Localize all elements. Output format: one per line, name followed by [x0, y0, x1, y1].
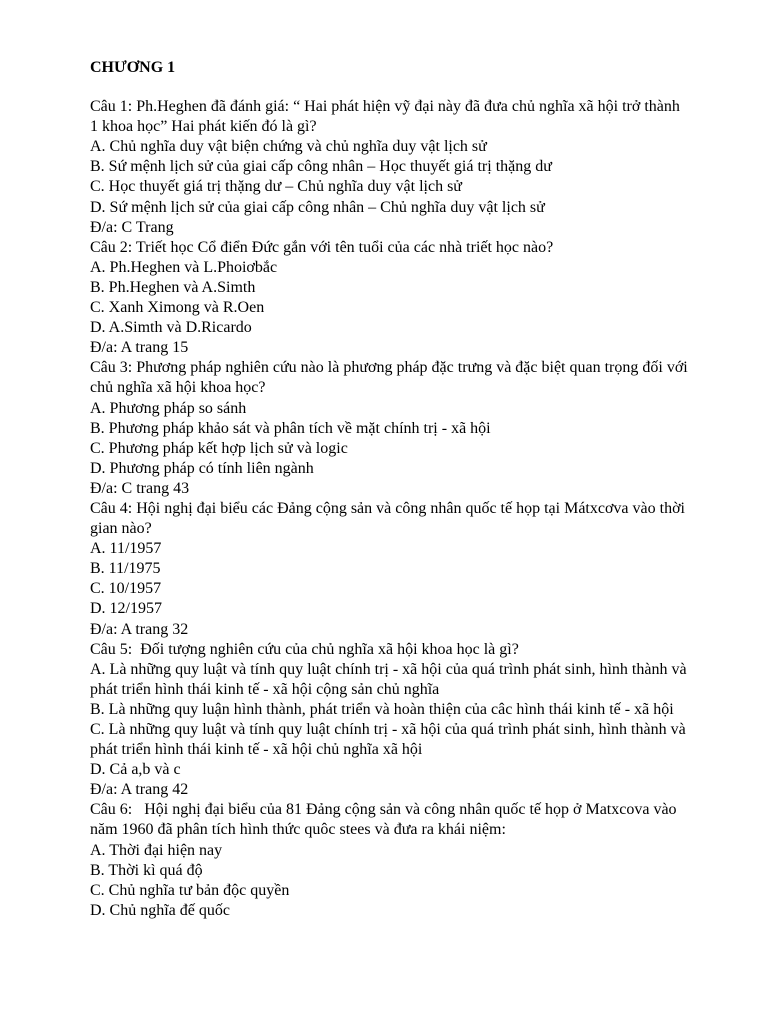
question-text: Câu 1: Ph.Heghen đã đánh giá: “ Hai phát hiện vỹ đại này đã đưa chủ nghĩa xã hội trở thành 1 khoa học” Hai phát kiến đó là gì?	[90, 98, 684, 136]
option-c: C. Chủ nghĩa tư bản độc quyền	[90, 881, 290, 899]
question-text: Câu 4: Hội nghị đại biểu các Đảng cộng sản và công nhân quốc tế họp tại Mátxcơva vào thời gian nào?	[90, 499, 689, 538]
answer: Đ/a: C trang 43	[90, 479, 190, 497]
question-text: Câu 2: Triết học Cổ điển Đức gắn với tên tuổi của các nhà triết học nào?	[90, 238, 554, 256]
option-d: D. A.Simth và D.Ricardo	[90, 319, 252, 337]
option-c: C. 10/1957	[90, 580, 162, 598]
option-d: D. 12/1957	[90, 600, 162, 618]
answer: Đ/a: A trang 42	[90, 781, 189, 799]
option-d: D. Cả a,b và c	[90, 761, 181, 779]
question-2	[90, 238, 690, 359]
option-c: C. Xanh Ximong và R.Oen	[90, 299, 265, 317]
option-b: B. 11/1975	[90, 560, 161, 578]
question-text: Câu 5: Đối tượng nghiên cứu của chủ nghĩa xã hội khoa học là gì?	[90, 640, 519, 658]
option-a: A. Ph.Heghen và L.Phoiơbắc	[90, 258, 278, 276]
option-d: D. Phương pháp có tính liên ngành	[90, 459, 314, 477]
option-d: D. Sứ mệnh lịch sử của giai cấp công nhân – Chủ nghĩa duy vật lịch sử	[90, 198, 545, 216]
answer: Đ/a: A trang 32	[90, 620, 189, 638]
chapter-title: CHƯƠNG 1	[90, 59, 176, 76]
option-b: B. Phương pháp khảo sát và phân tích về mặt chính trị - xã hội	[90, 419, 491, 437]
option-d: D. Chủ nghĩa đế quốc	[90, 901, 230, 919]
option-a: A. Chủ nghĩa duy vật biện chứng và chủ nghĩa duy vật lịch sử	[90, 138, 487, 156]
answer: Đ/a: C Trang	[90, 218, 174, 236]
option-c: C. Là những quy luật và tính quy luật chính trị - xã hội của quá trình phát sinh, hình thành và phát triển hình thái kinh tế - xã hội chủ nghĩa xã hội	[90, 721, 690, 759]
option-a: A. 11/1957	[90, 540, 162, 558]
document-page	[90, 58, 690, 921]
question-1	[90, 97, 690, 238]
option-c: C. Phương pháp kết hợp lịch sử và logic	[90, 439, 348, 457]
option-a: A. Là những quy luật và tính quy luật chính trị - xã hội của quá trình phát sinh, hình thành và phát triển hình thái kinh tế - xã hội cộng sản chủ nghĩa	[90, 660, 691, 698]
option-b: B. Thời kì quá độ	[90, 861, 203, 879]
option-b: B. Sứ mệnh lịch sử của giai cấp công nhân – Học thuyết giá trị thặng dư	[90, 158, 552, 176]
option-b: B. Ph.Heghen và A.Simth	[90, 278, 256, 296]
question-5	[90, 640, 690, 801]
option-b: B. Là những quy luận hình thành, phát triển và hoàn thiện của câc hình thái kinh tế - xã hội	[90, 700, 674, 718]
question-text: Câu 6: Hội nghị đại biểu của 81 Đảng cộng sản và công nhân quốc tế họp ở Matxcova vào năm 1960 đã phân tích hình thức quôc stees và đưa ra khái niệm:	[90, 801, 681, 839]
question-4	[90, 499, 690, 640]
option-c: C. Học thuyết giá trị thặng dư – Chủ nghĩa duy vật lịch sử	[90, 178, 462, 196]
option-a: A. Thời đại hiện nay	[90, 841, 223, 859]
question-6	[90, 800, 690, 921]
question-text: Câu 3: Phương pháp nghiên cứu nào là phương pháp đặc trưng và đặc biệt quan trọng đối với chủ nghĩa xã hội khoa học?	[90, 359, 692, 397]
option-a: A. Phương pháp so sánh	[90, 399, 247, 417]
question-3	[90, 358, 690, 499]
answer: Đ/a: A trang 15	[90, 339, 189, 357]
